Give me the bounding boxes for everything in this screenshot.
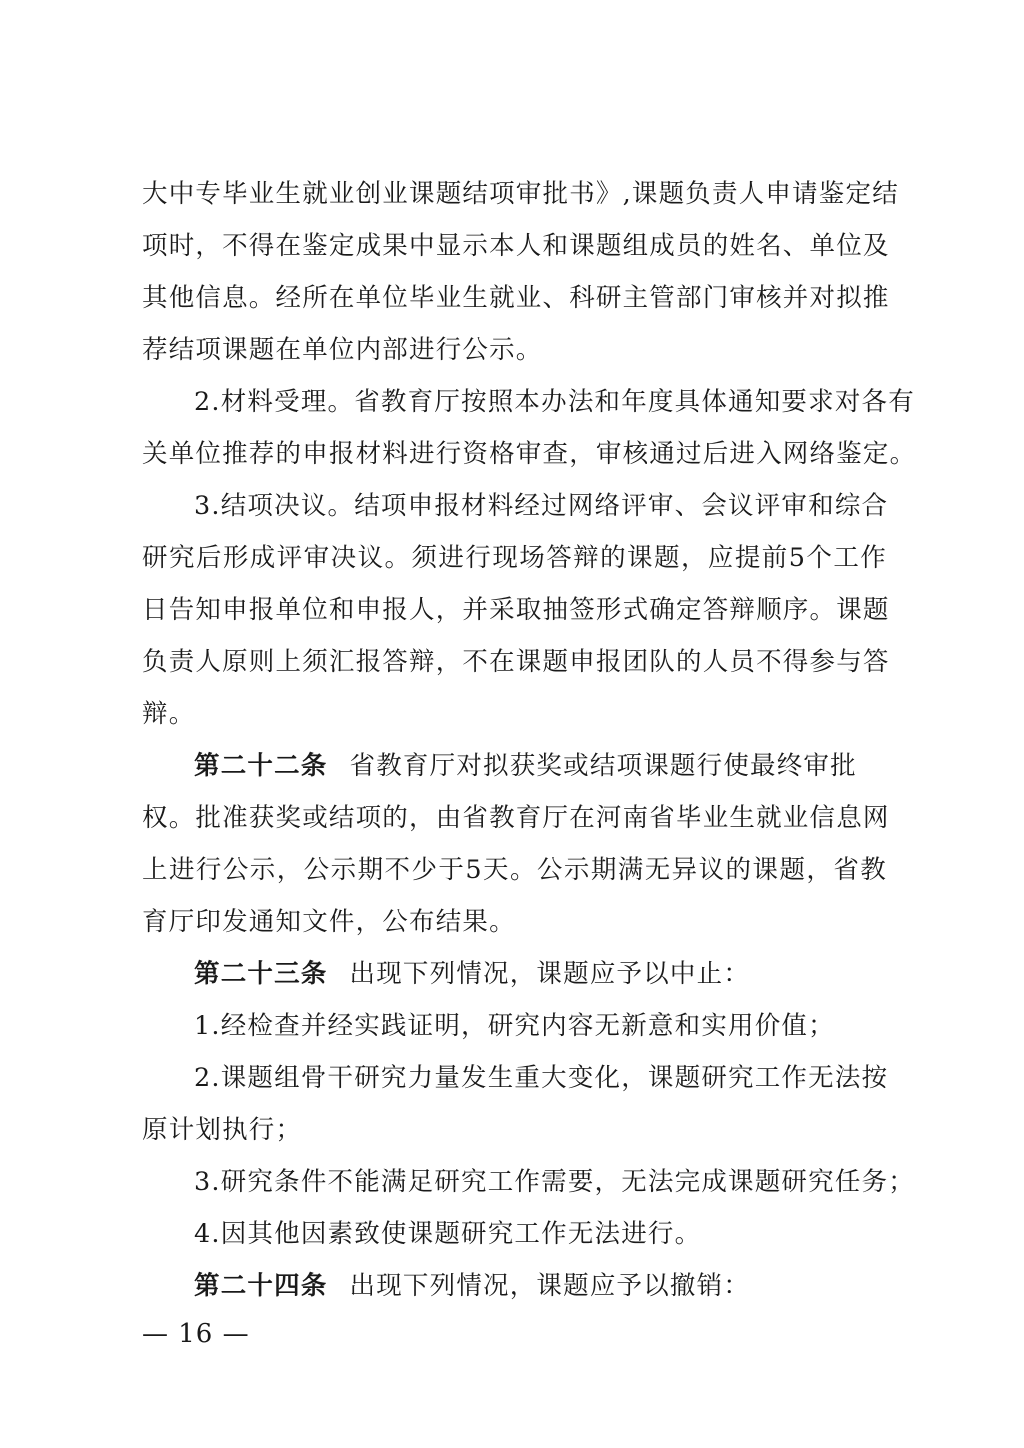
article-24-text: 出现下列情况，课题应予以撤销：	[349, 1271, 751, 1301]
paragraph-line: 日告知申报单位和申报人，并采取抽签形式确定答辩顺序。课题	[142, 595, 890, 625]
page-number: — 16 —	[142, 1319, 250, 1349]
paragraph-line: 3.结项决议。结项申报材料经过网络评审、会议评审和综合	[194, 491, 889, 521]
list-item: 4.因其他因素致使课题研究工作无法进行。	[194, 1219, 702, 1249]
paragraph-line: 项时，不得在鉴定成果中显示本人和课题组成员的姓名、单位及	[142, 231, 890, 261]
list-item: 3.研究条件不能满足研究工作需要，无法完成课题研究任务；	[194, 1167, 915, 1197]
paragraph-line: 育厅印发通知文件，公布结果。	[142, 907, 516, 937]
article-24-heading: 第二十四条	[194, 1271, 328, 1301]
paragraph-line: 辩。	[142, 699, 196, 729]
paragraph-line: 大中专毕业生就业创业课题结项审批书》,课题负责人申请鉴定结	[142, 179, 899, 209]
article-24-first-line	[194, 1270, 887, 1302]
paragraph-line: 荐结项课题在单位内部进行公示。	[142, 335, 543, 365]
paragraph-line: 上进行公示，公示期不少于5天。公示期满无异议的课题，省教	[142, 855, 887, 885]
paragraph-line: 关单位推荐的申报材料进行资格审查，审核通过后进入网络鉴定。	[142, 439, 917, 469]
paragraph-line: 其他信息。经所在单位毕业生就业、科研主管部门审核并对拟推	[142, 283, 890, 313]
article-22-text: 省教育厅对拟获奖或结项课题行使最终审批	[349, 751, 857, 781]
article-23-text: 出现下列情况，课题应予以中止：	[349, 959, 751, 989]
article-23-heading: 第二十三条	[194, 959, 328, 989]
article-22-heading: 第二十二条	[194, 751, 328, 781]
list-item: 1.经检查并经实践证明，研究内容无新意和实用价值；	[194, 1011, 835, 1041]
article-22-first-line	[194, 750, 887, 782]
paragraph-line: 负责人原则上须汇报答辩，不在课题申报团队的人员不得参与答	[142, 647, 890, 677]
paragraph-line: 2.材料受理。省教育厅按照本办法和年度具体通知要求对各有	[194, 387, 915, 417]
list-item-continuation: 原计划执行；	[142, 1115, 303, 1145]
paragraph-line: 权。批准获奖或结项的，由省教育厅在河南省毕业生就业信息网	[142, 803, 890, 833]
list-item: 2.课题组骨干研究力量发生重大变化，课题研究工作无法按	[194, 1063, 889, 1093]
paragraph-line: 研究后形成评审决议。须进行现场答辩的课题，应提前5个工作	[142, 543, 887, 573]
article-23-first-line	[194, 958, 887, 990]
